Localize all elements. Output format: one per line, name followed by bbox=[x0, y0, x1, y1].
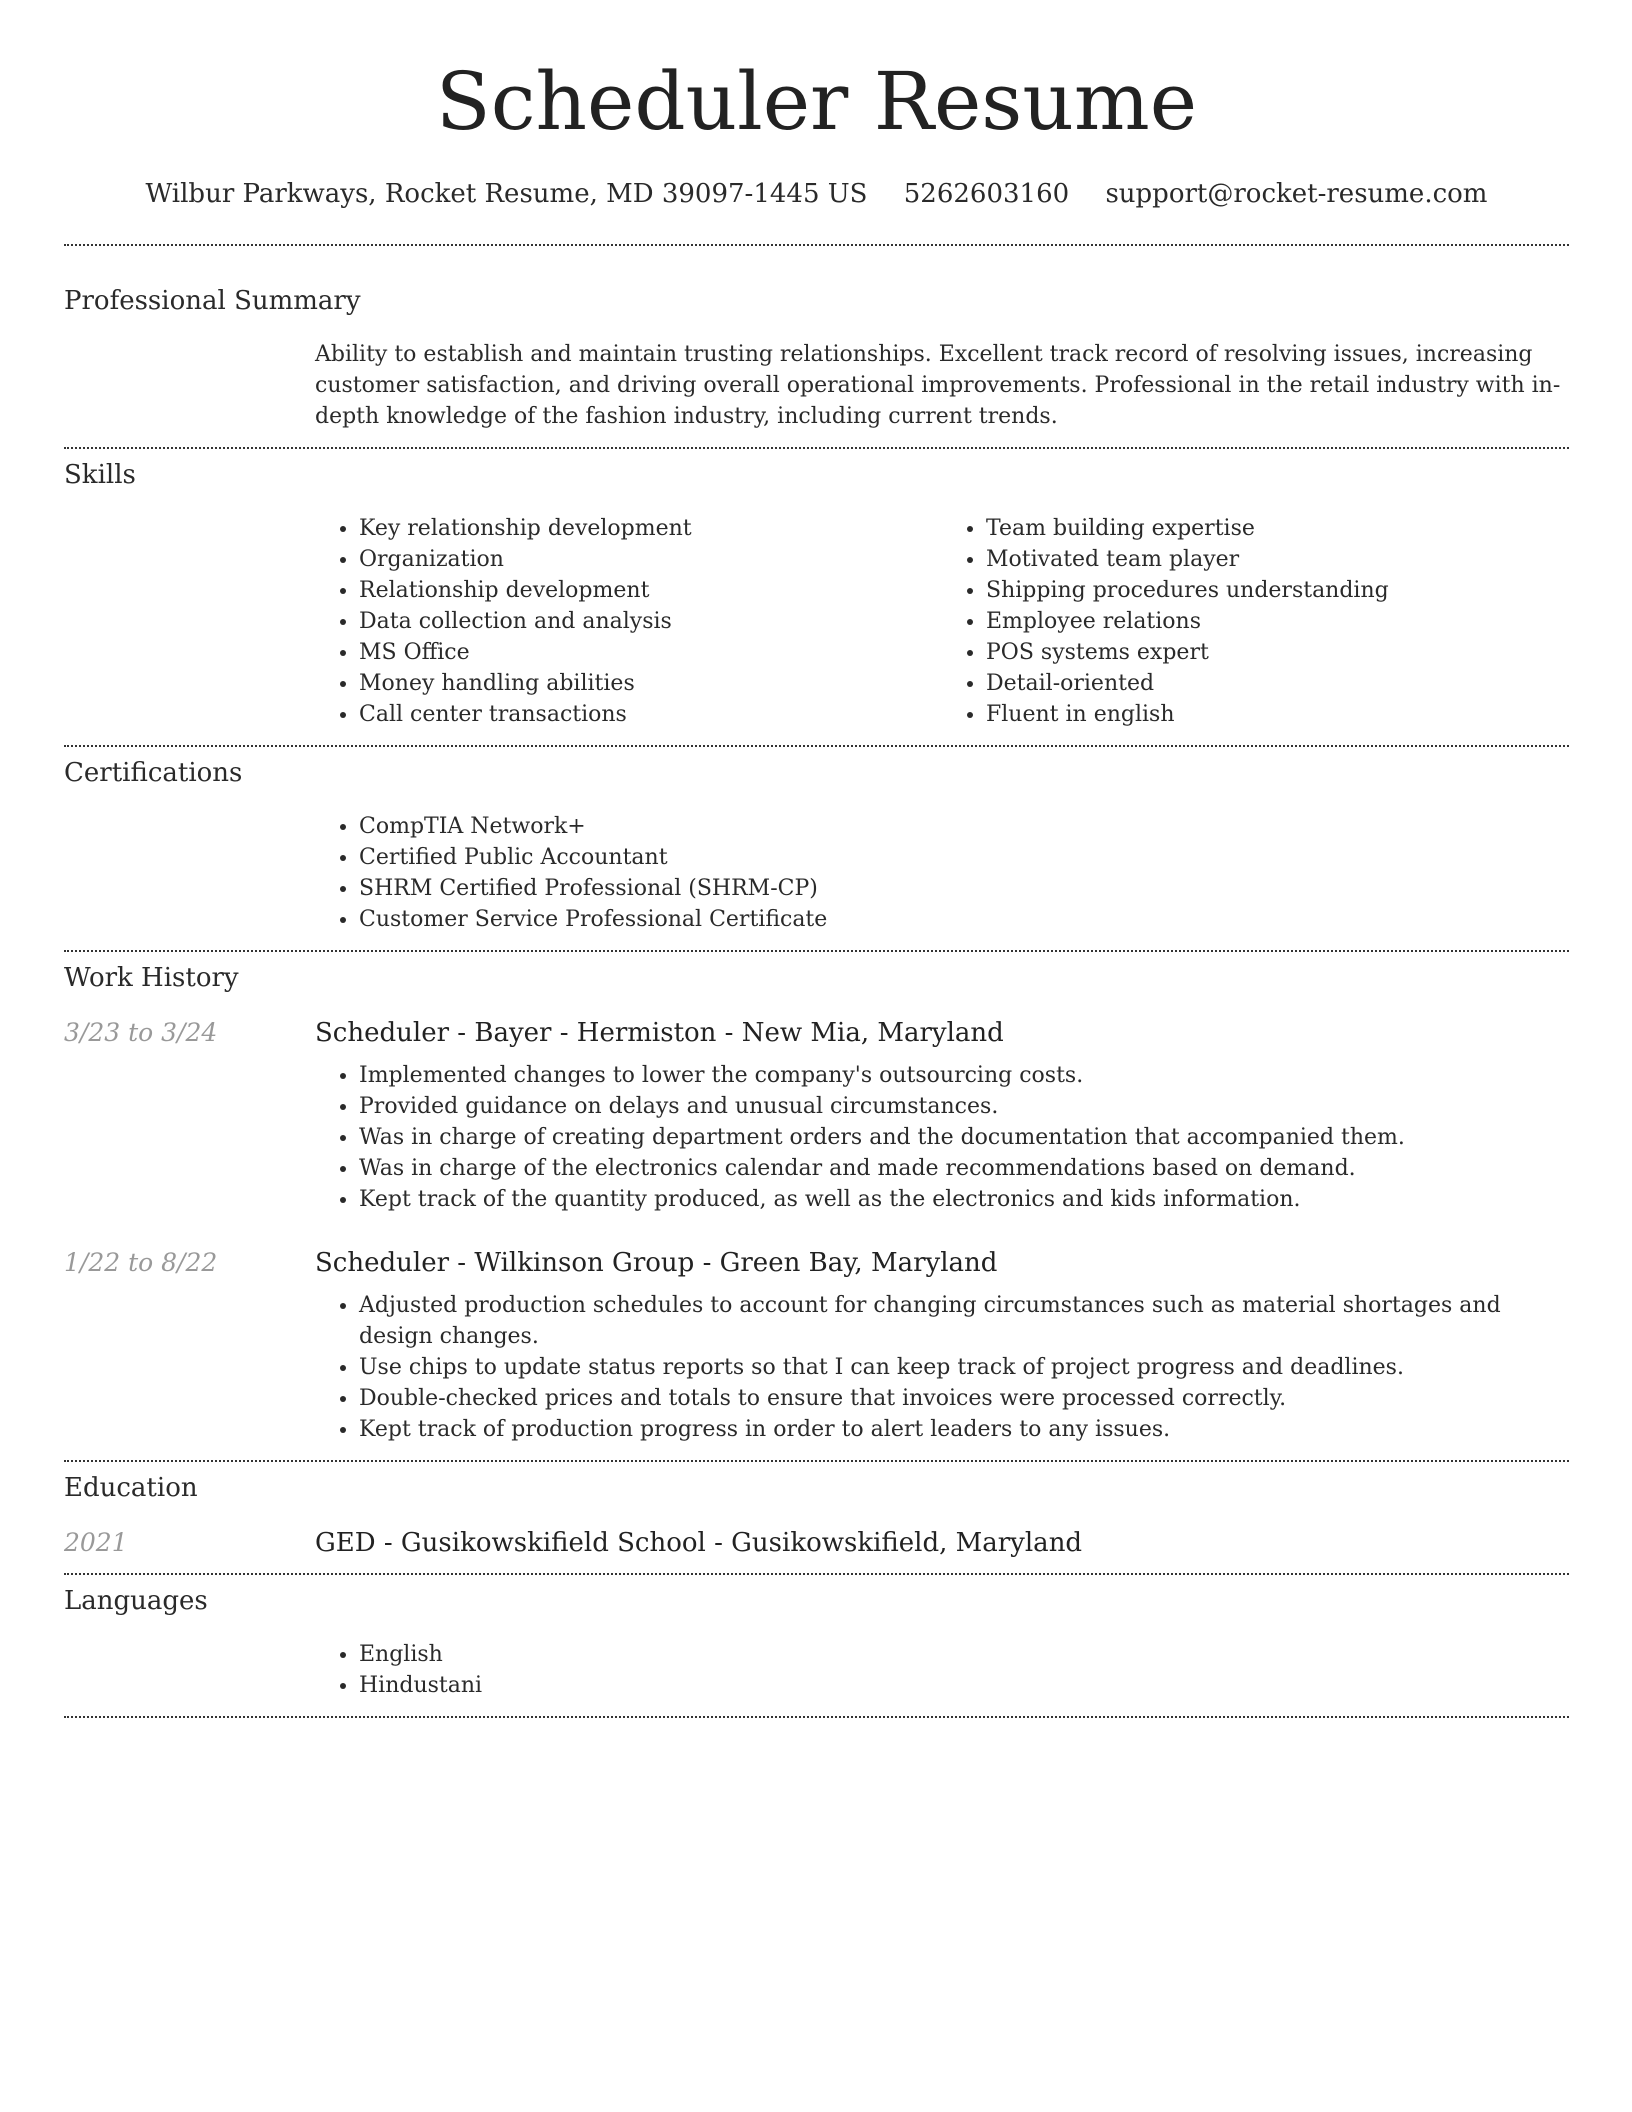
list-item: • Shipping procedures understanding bbox=[986, 575, 1569, 606]
list-item: • Call center transactions bbox=[359, 699, 942, 730]
education-entry bbox=[64, 1528, 1569, 1573]
education-year: 2021 bbox=[64, 1528, 128, 1557]
job-dates: 3/23 to 3/24 bbox=[64, 1018, 218, 1047]
list-item: • Use chips to update status reports so that I can keep track of project progress and deadlines. bbox=[359, 1352, 1569, 1383]
list-item: • Hindustani bbox=[359, 1670, 1569, 1701]
list-item: • Implemented changes to lower the company's outsourcing costs. bbox=[359, 1060, 1569, 1091]
list-item: • Fluent in english bbox=[986, 699, 1569, 730]
list-item: • Relationship development bbox=[359, 575, 942, 606]
job-dates: 1/22 to 8/22 bbox=[64, 1248, 218, 1277]
list-item: • Double-checked prices and totals to ensure that invoices were processed correctly. bbox=[359, 1383, 1569, 1414]
skills-section bbox=[64, 449, 1569, 745]
skills-list-left bbox=[315, 513, 942, 730]
list-item: • Adjusted production schedules to account for changing circumstances such as material shortages and design changes. bbox=[359, 1290, 1569, 1352]
section-heading-certifications: Certifications bbox=[64, 758, 243, 788]
education-degree: GED - Gusikowskifield School - Gusikowskifield, Maryland bbox=[315, 1528, 1083, 1558]
section-heading-education: Education bbox=[64, 1473, 198, 1503]
list-item: • MS Office bbox=[359, 637, 942, 668]
languages-section bbox=[64, 1575, 1569, 1716]
job-entry bbox=[64, 1018, 1569, 1215]
section-heading-skills: Skills bbox=[64, 460, 136, 490]
page-title: Scheduler Resume bbox=[435, 55, 1198, 148]
list-item: • Was in charge of the electronics calendar and made recommendations based on demand. bbox=[359, 1153, 1569, 1184]
list-item: • Team building expertise bbox=[986, 513, 1569, 544]
contact-email: support@rocket-resume.com bbox=[1105, 179, 1488, 209]
languages-content bbox=[315, 1639, 1569, 1716]
list-item: • POS systems expert bbox=[986, 637, 1569, 668]
job-bullets bbox=[315, 1060, 1569, 1215]
list-item: • Money handling abilities bbox=[359, 668, 942, 699]
section-heading-summary: Professional Summary bbox=[64, 286, 361, 316]
job-bullets bbox=[315, 1290, 1569, 1460]
skills-columns bbox=[315, 513, 1569, 745]
job-bullet-list bbox=[315, 1290, 1569, 1445]
list-item: • English bbox=[359, 1639, 1569, 1670]
section-heading-languages: Languages bbox=[64, 1586, 208, 1616]
summary-text: Ability to establish and maintain trusting relationships. Excellent track record of resolving issues, increasing customer satisfaction, and driving overall operational improvements. Professional in the retail industry with in-depth knowledge of the fashion industry, including current trends. bbox=[315, 342, 1561, 429]
list-item: • Certified Public Accountant bbox=[359, 842, 1569, 873]
job-entry bbox=[64, 1248, 1569, 1460]
contact-address: Wilbur Parkways, Rocket Resume, MD 39097-1445 US bbox=[145, 179, 868, 209]
education-section bbox=[64, 1462, 1569, 1573]
job-bullet-list bbox=[315, 1060, 1569, 1215]
certifications-list bbox=[315, 811, 1569, 935]
list-item: • SHRM Certified Professional (SHRM-CP) bbox=[359, 873, 1569, 904]
divider bbox=[64, 1716, 1569, 1718]
list-item: • Was in charge of creating department orders and the documentation that accompanied them. bbox=[359, 1122, 1569, 1153]
list-item: • Data collection and analysis bbox=[359, 606, 942, 637]
list-item: • Kept track of production progress in order to alert leaders to any issues. bbox=[359, 1414, 1569, 1445]
work-history-section bbox=[64, 952, 1569, 1460]
list-item: • Motivated team player bbox=[986, 544, 1569, 575]
list-item: • Employee relations bbox=[986, 606, 1569, 637]
contact-phone: 5262603160 bbox=[903, 179, 1070, 209]
resume-page bbox=[64, 0, 1569, 1718]
contact-line bbox=[64, 176, 1569, 212]
certifications-section bbox=[64, 747, 1569, 950]
languages-list bbox=[315, 1639, 1569, 1701]
job-title: Scheduler - Wilkinson Group - Green Bay, Maryland bbox=[315, 1248, 998, 1278]
certifications-content bbox=[315, 811, 1569, 950]
job-title: Scheduler - Bayer - Hermiston - New Mia, Maryland bbox=[315, 1018, 1004, 1048]
list-item: • Customer Service Professional Certificate bbox=[359, 904, 1569, 935]
list-item: • Key relationship development bbox=[359, 513, 942, 544]
list-item: • Kept track of the quantity produced, as well as the electronics and kids information. bbox=[359, 1184, 1569, 1215]
list-item: • Detail-oriented bbox=[986, 668, 1569, 699]
section-heading-work-history: Work History bbox=[64, 963, 239, 993]
list-item: • Provided guidance on delays and unusual circumstances. bbox=[359, 1091, 1569, 1122]
summary-section bbox=[64, 246, 1569, 447]
list-item: • Organization bbox=[359, 544, 942, 575]
list-item: • CompTIA Network+ bbox=[359, 811, 1569, 842]
skills-list-right bbox=[942, 513, 1569, 730]
